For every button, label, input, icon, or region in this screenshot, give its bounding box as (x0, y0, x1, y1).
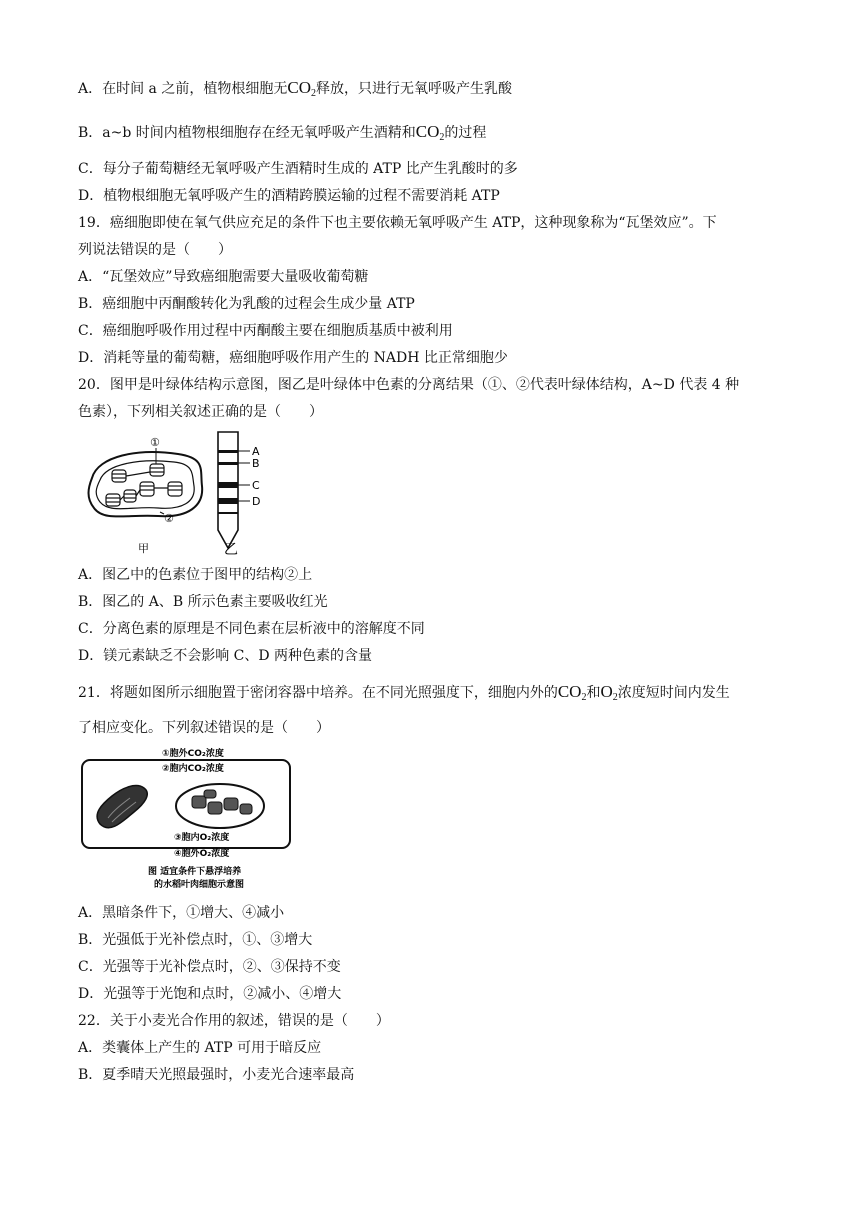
q22-option-b: B．夏季晴天光照最强时，小麦光合速率最高 (78, 1067, 355, 1083)
chromatography-strip (218, 432, 250, 548)
q21-and: 和 (586, 685, 601, 701)
co2-formula: $CO_2$ (557, 682, 587, 703)
q20-option-a: A．图乙中的色素位于图甲的结构②上 (78, 567, 313, 583)
q21-stem-pre: 21．将题如图所示细胞置于密闭容器中培养。在不同光照强度下，细胞内外的 (78, 685, 558, 701)
q18-b-text-pre: B．a~b 时间内植物根细胞存在经无氧呼吸产生酒精和 (78, 125, 416, 141)
q22-stem: 22．关于小麦光合作用的叙述，错误的是（ ） (78, 1013, 390, 1029)
chloroplast-figure (78, 426, 288, 560)
label-band-a: A (252, 445, 260, 458)
fig-label-2: ②胞内CO₂浓度 (162, 764, 224, 774)
q21-option-d: D．光强等于光饱和点时，②减小、④增大 (78, 986, 342, 1002)
q19-stem-line1: 19．癌细胞即使在氧气供应充足的条件下也主要依赖无氧呼吸产生 ATP，这种现象称为“瓦堡效应”。下 (78, 215, 717, 231)
pigment-band-c (218, 482, 238, 488)
q21-option-b: B．光强低于光补偿点时，①、③增大 (78, 932, 313, 948)
q19-option-a: A．“瓦堡效应”导致癌细胞需要大量吸收葡萄糖 (78, 269, 369, 285)
q20-option-c: C．分离色素的原理是不同色素在层析液中的溶解度不同 (78, 621, 425, 637)
grana-stacks (106, 464, 182, 506)
fig-caption-1: 图 适宜条件下悬浮培养 (148, 867, 242, 877)
q18-a-text-pre: A．在时间 a 之前，植物根细胞无 (78, 81, 288, 97)
label-jia: 甲 (138, 542, 149, 555)
q22-option-a: A．类囊体上产生的 ATP 可用于暗反应 (78, 1040, 322, 1056)
mesophyll-cell-figure (78, 744, 294, 894)
q21-stem-line2: 了相应变化。下列叙述错误的是（ ） (78, 720, 330, 736)
q21-option-c: C．光强等于光补偿点时，②、③保持不变 (78, 959, 341, 975)
q19-stem-line2: 列说法错误的是（ ） (78, 242, 232, 258)
q19-option-c: C．癌细胞呼吸作用过程中丙酮酸主要在细胞质基质中被利用 (78, 323, 453, 339)
q21-option-a: A．黑暗条件下，①增大、④减小 (78, 905, 285, 921)
fig-label-1: ①胞外CO₂浓度 (162, 749, 224, 759)
q19-option-b: B．癌细胞中丙酮酸转化为乳酸的过程会生成少量 ATP (78, 296, 415, 312)
q18-option-a (78, 78, 512, 104)
q18-option-c: C．每分子葡萄糖经无氧呼吸产生酒精时生成的 ATP 比产生乳酸时的多 (78, 161, 518, 177)
pigment-band-d (218, 498, 238, 504)
q20-option-d: D．镁元素缺乏不会影响 C、D 两种色素的含量 (78, 648, 373, 664)
label-band-b: B (252, 457, 260, 470)
q20-option-b: B．图乙的 A、B 所示色素主要吸收红光 (78, 594, 328, 610)
label-yi: 乙 (224, 542, 238, 558)
q18-option-b (78, 122, 486, 148)
q21-stem-line1 (78, 682, 730, 708)
q20-stem-line1: 20．图甲是叶绿体结构示意图，图乙是叶绿体中色素的分离结果（①、②代表叶绿体结构，A~D 代表 4 种 (78, 377, 740, 393)
pigment-band-a (218, 450, 238, 453)
label-band-d: D (252, 495, 261, 508)
label-structure-1: ① (150, 436, 160, 449)
label-structure-2: ② (164, 512, 174, 525)
label-band-c: C (252, 479, 260, 492)
q21-stem-post: 浓度短时间内发生 (617, 685, 730, 701)
co2-formula: $CO_2$ (415, 122, 445, 143)
fig-label-4: ④胞外O₂浓度 (174, 849, 230, 859)
q18-a-text-post: 释放，只进行无氧呼吸产生乳酸 (315, 81, 512, 97)
fig-caption-2: 的水稻叶肉细胞示意图 (154, 880, 245, 890)
co2-formula: $CO_2$ (287, 78, 316, 99)
q18-b-text-post: 的过程 (444, 125, 487, 141)
chloroplast (176, 784, 264, 828)
pigment-band-b (218, 462, 238, 465)
fig-label-3: ③胞内O₂浓度 (174, 833, 230, 843)
q18-option-d: D．植物根细胞无氧呼吸产生的酒精跨膜运输的过程不需要消耗 ATP (78, 188, 500, 204)
q19-option-d: D．消耗等量的葡萄糖，癌细胞呼吸作用产生的 NADH 比正常细胞少 (78, 350, 508, 366)
q20-stem-line2: 色素），下列相关叙述正确的是（ ） (78, 404, 323, 420)
o2-formula: $O_2$ (600, 682, 618, 703)
